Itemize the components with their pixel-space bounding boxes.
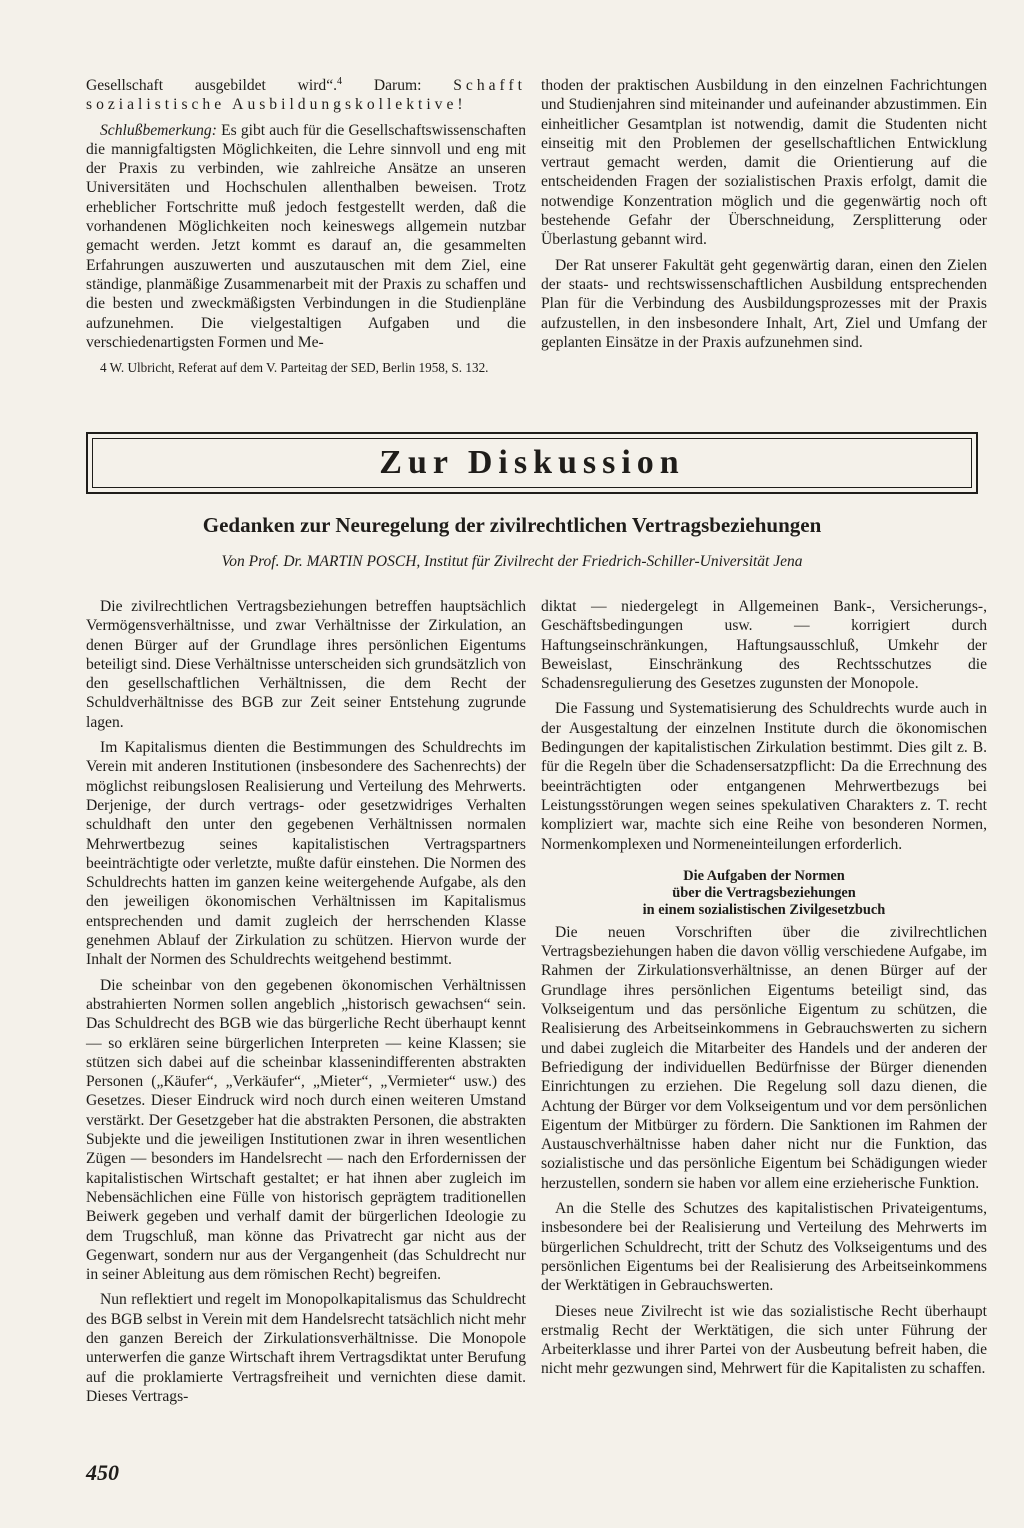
paragraph: Nun reflektiert und regelt im Monopolkapitalismus das Schuldrecht des BGB selbst in Verein mit dem Handelsrecht tatsächlich nicht mehr den ganzen Bereich der Zirkulationsverhältnisse. Die Monopole unterwerfen die ganze Wirtschaft ihrem Vertragsdiktat unter Berufung auf die proklamierte Vertragsfreiheit und vernichten diese damit. Dieses Vertrags- [86, 1291, 526, 1405]
top-left-column [86, 76, 526, 376]
paragraph: Im Kapitalismus dienten die Bestimmungen des Schuldrechts im Verein mit anderen Institutionen (insbesondere des Sachenrechts) der möglichst reibungslosen Realisierung und Verteilung des Mehrwerts. Derjenige, der durch vertrags- oder gesetzwidriges Verhalten schuldhaft den unter den gegebenen Verhältnissen normalen Mehrwertbezug seines kapitalistischen Vertragspartners beeinträchtigte oder verletzte, mußte dafür einstehen. Die Normen des Schuldrechts hatten im ganzen keine weitergehende Aufgabe, als den den jeweiligen ökonomischen Verhältnissen im Kapitalismus entsprechenden und damit zugleich der herrschenden Klasse genehmen Ablauf der Zirkulation zu schützen. Hiervon wurde der Inhalt der Normen des Schuldrechts weitgehend bestimmt. [86, 739, 526, 969]
paragraph: Der Rat unserer Fakultät geht gegenwärtig daran, einen den Zielen der staats- und rechtswissenschaftlichen Ausbildung entsprechenden Plan für die Verbindung des Ausbildungsprozesses mit der Praxis aufzustellen, in den insbesondere Inhalt, Art, Ziel und Umfang der geplanten Einsätze in der Praxis aufzunehmen sind. [541, 256, 987, 351]
paragraph: An die Stelle des Schutzes des kapitalistischen Privateigentums, insbesondere bei der Realisierung und Verteilung des Mehrwerts im bürgerlichen Schuldrecht, tritt der Schutz des Volkseigentums und des persönlichen Eigentums bei der Realisierung des Arbeitseinkommens der Werktätigen in Gebrauchswerten. [541, 1200, 987, 1295]
article-title: Gedanken zur Neuregelung der zivilrechtlichen Vertragsbeziehungen [202, 513, 822, 537]
emphasis-text: Schafft sozialistische Ausbildungskollektive! [86, 77, 526, 114]
paragraph: Die Fassung und Systematisierung des Schuldrechts wurde auch in der Ausgestaltung der einzelnen Institute durch die ökonomischen Bedingungen der kapitalistischen Zirkulation bestimmt. Dies gilt z. B. für die Regeln über die Schadensersatzpflicht: Da die Errechnung des beeinträchtigten oder entgangenen Mehrwertbezugs bei Leistungsstörungen wegen seines spekulativen Charakters z. T. recht kompliziert war, machte sich eine Reihe von besonderen Normen, Normenkomplexen und Normeneinteilungen erforderlich. [541, 700, 987, 853]
footnote: 4 W. Ulbricht, Referat auf dem V. Parteitag der SED, Berlin 1958, S. 132. [100, 360, 489, 376]
article-right-column [541, 597, 987, 1385]
paragraph: Die zivilrechtlichen Vertragsbeziehungen betreffen hauptsächlich Vermögensverhältnisse, und zwar Verhältnisse der Zirkulation, an denen Bürger auf der Grundlage ihres persönlichen Eigentums beteiligt sind. Diese Verhältnisse unterscheiden sich grundsätzlich von den gesellschaftlichen Verhältnissen, die dem Recht der Schuldverhältnisse des BGB zur Zeit seiner Entstehung zugrunde lagen. [86, 598, 526, 731]
subheading [541, 868, 987, 919]
paragraph: Dieses neue Zivilrecht ist wie das sozialistische Recht überhaupt erstmalig Recht der Werktätigen, die sich unter Führung der Arbeiterklasse und ihrer Partei von der Ausbeutung befreit haben, die nicht mehr gezwungen sind, Mehrwert für die Kapitalisten zu schaffen. [541, 1302, 987, 1378]
paragraph: Schlußbemerkung: Es gibt auch für die Gesellschaftswissenschaften die mannigfaltigsten Möglichkeiten, die Lehre sinnvoll und eng mit der Praxis zu verbinden, wie zahlreiche Ansätze an unseren Universitäten und Hochschulen allenthalben beweisen. Trotz erheblicher Fortschritte muß jedoch festgestellt werden, daß die vorhandenen Möglichkeiten noch keineswegs allgemein nutzbar gemacht werden. Jetzt kommt es darauf an, die gesammelten Erfahrungen auszuwerten und auszutauschen mit dem Ziel, eine ständige, planmäßige Zusammenarbeit mit der Praxis zu schaffen und die besten und zweckmäßigsten Verbindungen in die Studienpläne aufzunehmen. Die vielgestaltigen Aufgaben und die verschiedenartigsten Formen und Me- [86, 121, 526, 351]
paragraph: thoden der praktischen Ausbildung in den einzelnen Fachrichtungen und Studienjahren sind miteinander und aufeinander abzustimmen. Ein einheitlicher Gesamtplan ist notwendig, damit die Studenten nicht einseitig mit den Problemen der gesellschaftlichen Entwicklung vertraut gemacht werden, damit die Orientierung auf die entscheidenden Fragen der sozialistischen Praxis erfolgt, damit die notwendige Konzentration möglich und die gegenwärtig noch oft bestehende Gefahr der Überschneidung, Zersplitterung oder Überlastung gebannt wird. [541, 77, 987, 249]
section-banner-inner [92, 438, 972, 488]
subheading-line: über die Vertragsbeziehungen [672, 884, 856, 901]
footnote-ref: 4 [337, 75, 343, 87]
paragraph: Gesellschaft ausgebildet wird“.$^4$ Darum: Schafft sozialistische Ausbildungskollektive! [86, 75, 526, 114]
paragraph: Die neuen Vorschriften über die zivilrechtlichen Vertragsbeziehungen haben die davon völlig verschiedene Aufgabe, im Rahmen der Zirkulationsverhältnisse, an denen Bürger auf der Grundlage ihres persönlichen Eigentums beteiligt sind, das Volkseigentum und das persönliche Eigentum zu schützen, die Realisierung des Arbeitseinkommens in Gebrauchswerten zu sichern und dabei zugleich die Mitarbeiter des Handels und der anderen der Befriedigung der individuellen Bedürfnisse der Bürger dienenden Einrichtungen zu erziehen. Die Regelung soll dazu dienen, die Achtung der Bürger vor dem Volkseigentum und vor dem persönlichen Eigentum der Mitbürger zu fördern. Die Sanktionen im Rahmen der Austauschverhältnisse haben daher nicht nur die Funktion, das sozialistische und das persönliche Eigentum bei Schädigungen wieder herzustellen, sondern sie haben vor allem eine erzieherische Funktion. [541, 923, 987, 1192]
paragraph: Die scheinbar von den gegebenen ökonomischen Verhältnissen abstrahierten Normen sollen angeblich „historisch gewachsen“ sein. Das Schuldrecht des BGB wie das bürgerliche Recht überhaupt kennt — so erklären seine bürgerlichen Interpreten — keine Klassen; sie stützen sich dabei auf die scheinbar klassenindifferenten abstrakten Personen („Käufer“, „Verkäufer“, „Mieter“, „Vermieter“ usw.) des Gesetzes. Dieser Eindruck wird noch durch einen weiteren Umstand verstärkt. Der Gesetzgeber hat die abstrakten Personen, die abstrakten Subjekte und die jeweiligen Institutionen zwar in ihren wesentlichen Zügen — besonders im Handelsrecht — nach den Erfordernissen der kapitalistischen Wirtschaft gestaltet; er hat ihnen aber zugleich im Nebensächlichen eine Fülle von historisch geprägtem traditionellen Beiwerk gegeben und verhalf damit der bürgerlichen Ideologie zu dem Trugschluß, man könne das Privatrecht gar nicht aus der Gegenwart, sondern nur aus der Vergangenheit (das Schuldrecht nur in seiner Ableitung aus dem römischen Recht) begreifen. [86, 976, 526, 1284]
top-right-column [541, 76, 987, 358]
subheading-line: Die Aufgaben der Normen [683, 867, 845, 884]
section-banner [86, 432, 978, 494]
page-number: 450 [86, 1460, 119, 1485]
article-byline: Von Prof. Dr. MARTIN POSCH, Institut für Zivilrecht der Friedrich-Schiller-Universität Jena [221, 553, 803, 570]
subheading-line: in einem sozialistischen Zivilgesetzbuch [642, 901, 886, 918]
article-left-column [86, 597, 526, 1412]
paragraph: diktat — niedergelegt in Allgemeinen Bank-, Versicherungs-, Geschäftsbedingungen usw. — korrigiert durch Haftungseinschränkungen, Haftungsausschluß, Umkehr der Beweislast, Einschränkung des Rechtsschutzes die Schadensregulierung des Gesetzes zugunsten der Monopole. [541, 598, 987, 693]
section-heading: Zur Diskussion [379, 444, 685, 481]
lead-in: Schlußbemerkung: [100, 121, 217, 139]
